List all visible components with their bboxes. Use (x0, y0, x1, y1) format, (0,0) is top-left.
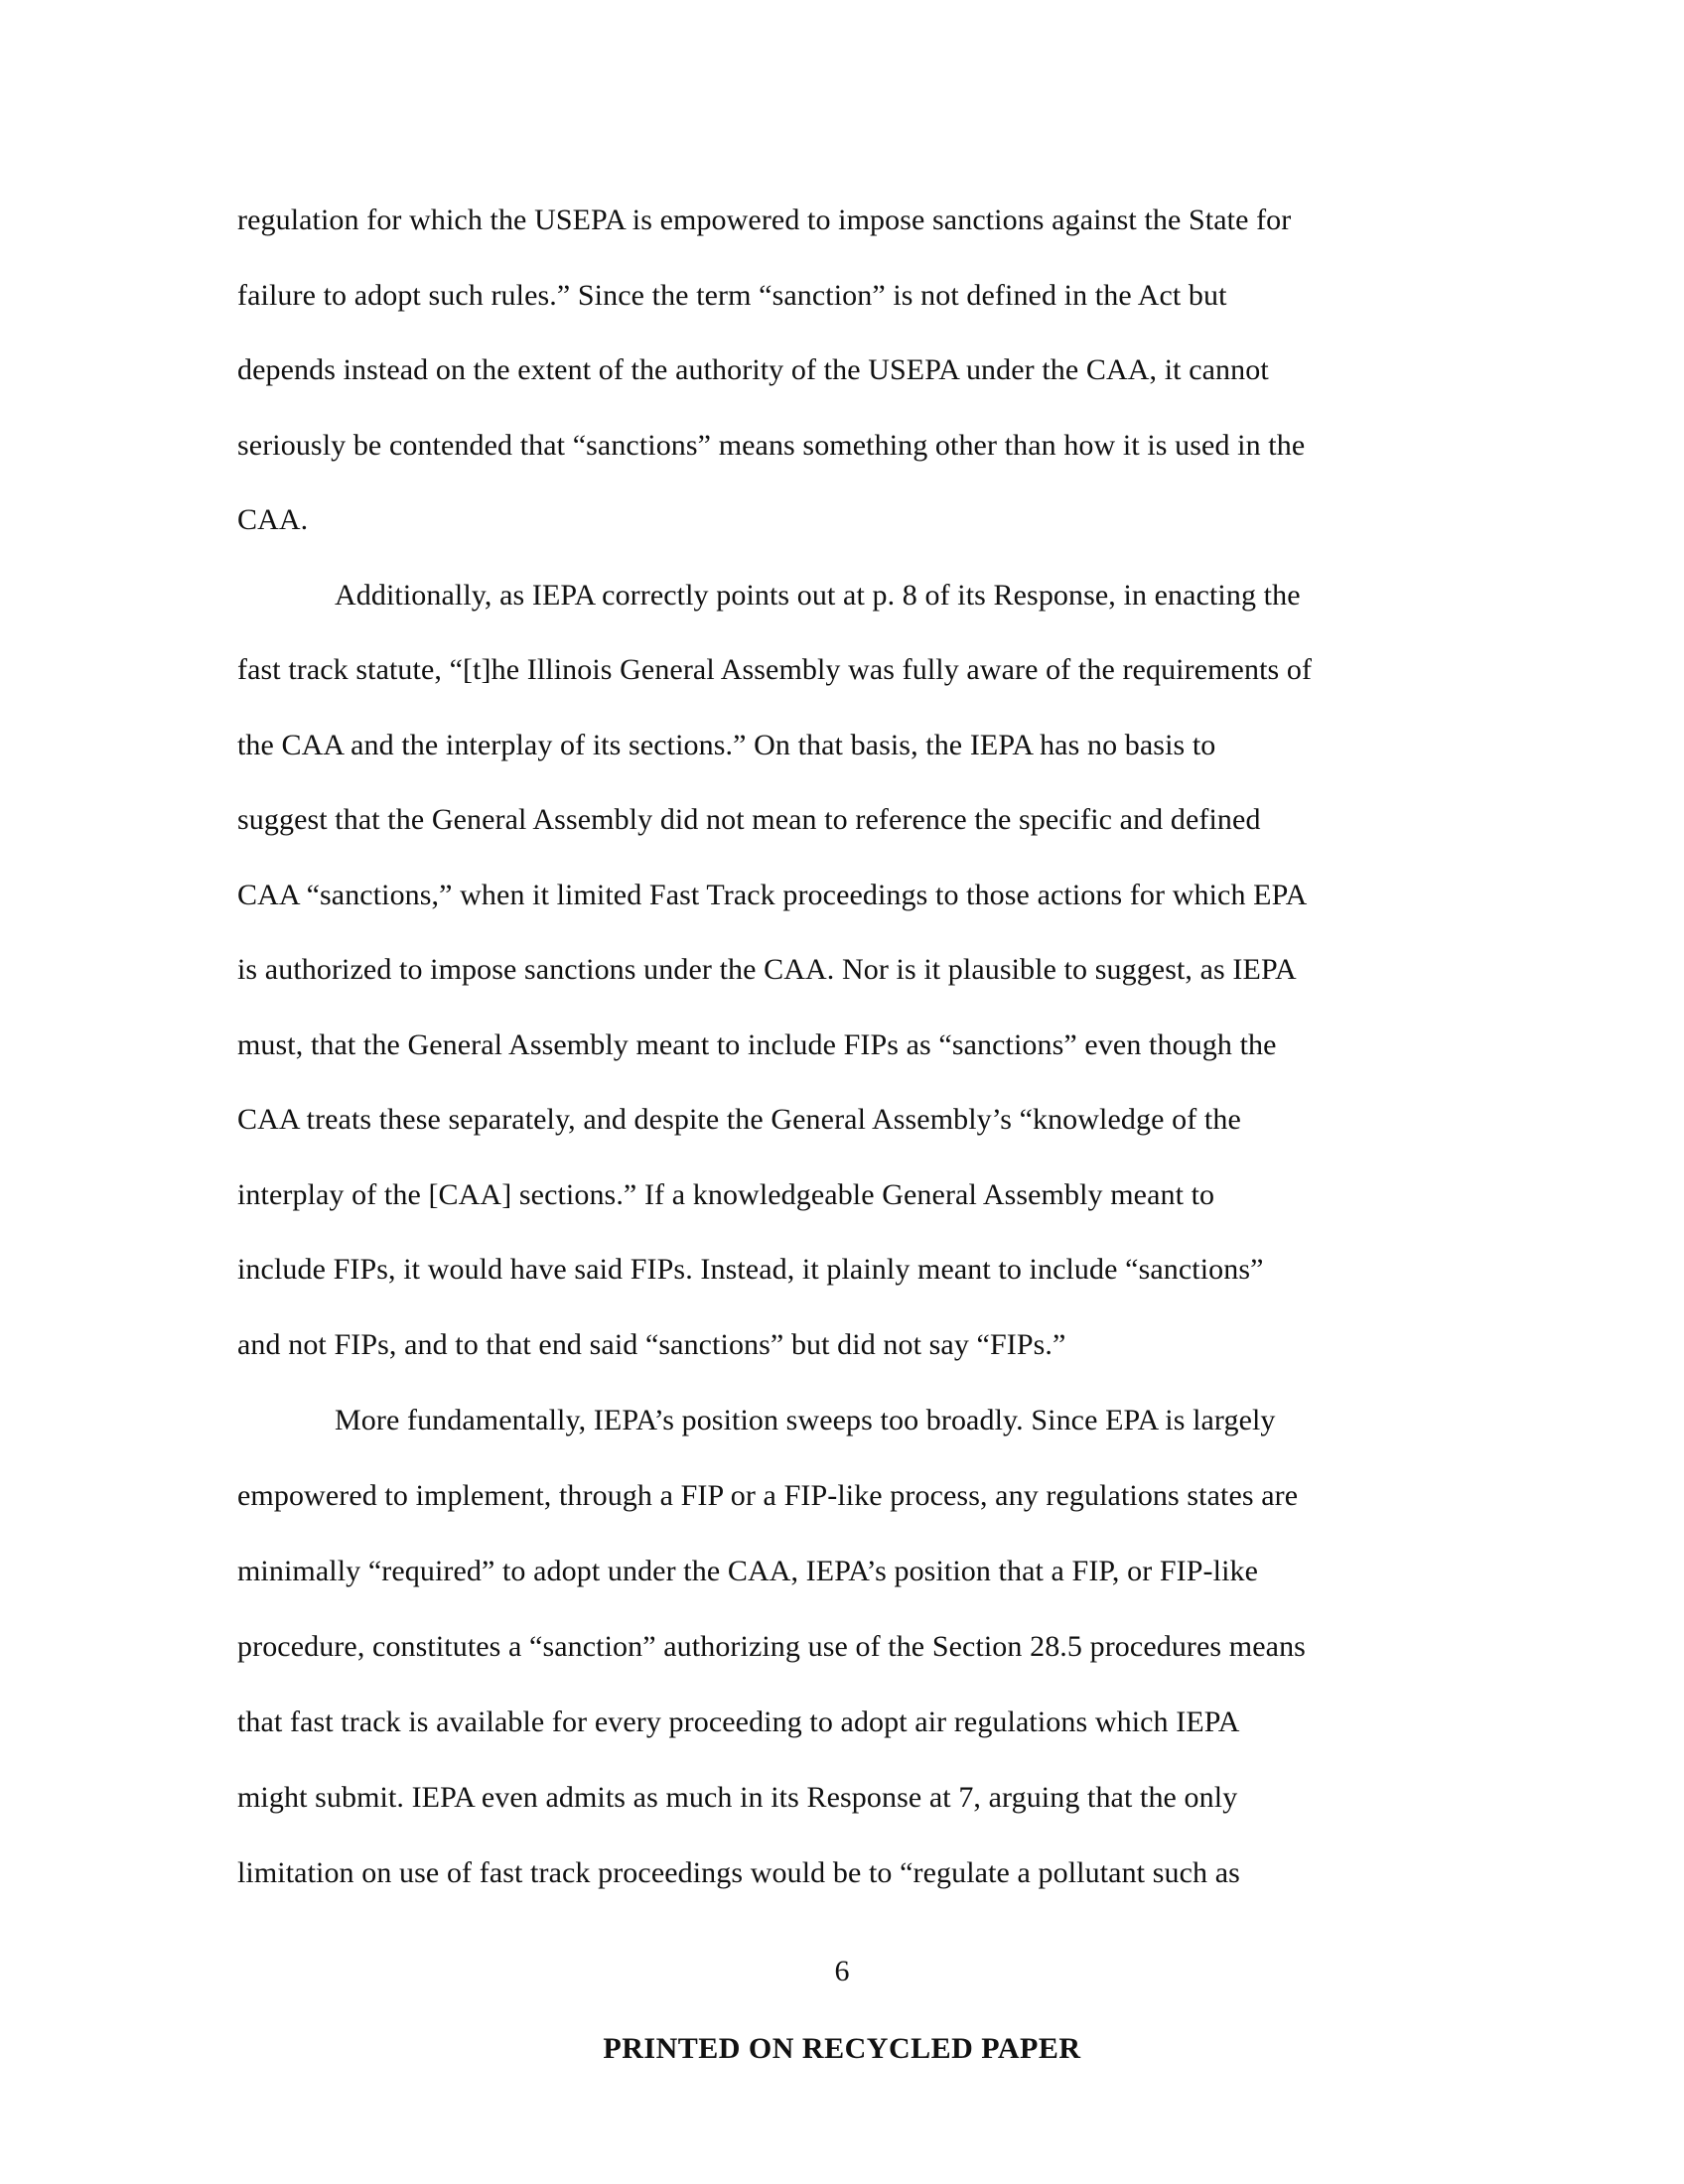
body-text-line: regulation for which the USEPA is empowered to impose sanctions against the State for (237, 204, 1292, 236)
body-text-line: seriously be contended that “sanctions” means something other than how it is used in the (237, 429, 1306, 462)
body-text-line: procedure, constitutes a “sanction” authorizing use of the Section 28.5 procedures means (237, 1630, 1306, 1663)
body-text-line: interplay of the [CAA] sections.” If a knowledgeable General Assembly meant to (237, 1178, 1215, 1211)
body-text-line: CAA “sanctions,” when it limited Fast Track proceedings to those actions for which EPA (237, 879, 1308, 911)
body-text-line: failure to adopt such rules.” Since the term “sanction” is not defined in the Act but (237, 279, 1227, 312)
body-text-line: empowered to implement, through a FIP or a FIP-like process, any regulations states are (237, 1479, 1299, 1512)
body-text-line: might submit. IEPA even admits as much in its Response at 7, arguing that the only (237, 1781, 1238, 1814)
body-text-line: must, that the General Assembly meant to include FIPs as “sanctions” even though the (237, 1028, 1277, 1061)
body-text-line: depends instead on the extent of the authority of the USEPA under the CAA, it cannot (237, 353, 1269, 386)
body-text-line: fast track statute, “[t]he Illinois General Assembly was fully aware of the requirements of (237, 653, 1313, 686)
body-text-line: limitation on use of fast track proceedings would be to “regulate a pollutant such as (237, 1856, 1240, 1889)
body-text-line: that fast track is available for every proceeding to adopt air regulations which IEPA (237, 1706, 1240, 1738)
body-text-line: CAA. (237, 503, 309, 536)
page-number: 6 (834, 1955, 850, 1987)
body-text-line: and not FIPs, and to that end said “sanctions” but did not say “FIPs.” (237, 1328, 1066, 1361)
body-text-line: suggest that the General Assembly did not mean to reference the specific and defined (237, 803, 1261, 836)
page-footer: PRINTED ON RECYCLED PAPER (603, 2032, 1081, 2065)
body-text-line: CAA treats these separately, and despite the General Assembly’s “knowledge of the (237, 1103, 1241, 1136)
body-text-line: the CAA and the interplay of its sections.” On that basis, the IEPA has no basis to (237, 729, 1216, 761)
paragraph-first-line: More fundamentally, IEPA’s position sweeps too broadly. Since EPA is largely (335, 1404, 1276, 1436)
body-text-line: minimally “required” to adopt under the CAA, IEPA’s position that a FIP, or FIP-like (237, 1555, 1259, 1587)
body-text-line: include FIPs, it would have said FIPs. Instead, it plainly meant to include “sanctions” (237, 1253, 1264, 1286)
body-text-line: is authorized to impose sanctions under the CAA. Nor is it plausible to suggest, as IEPA (237, 953, 1297, 986)
paragraph-first-line: Additionally, as IEPA correctly points out at p. 8 of its Response, in enacting the (335, 579, 1301, 612)
